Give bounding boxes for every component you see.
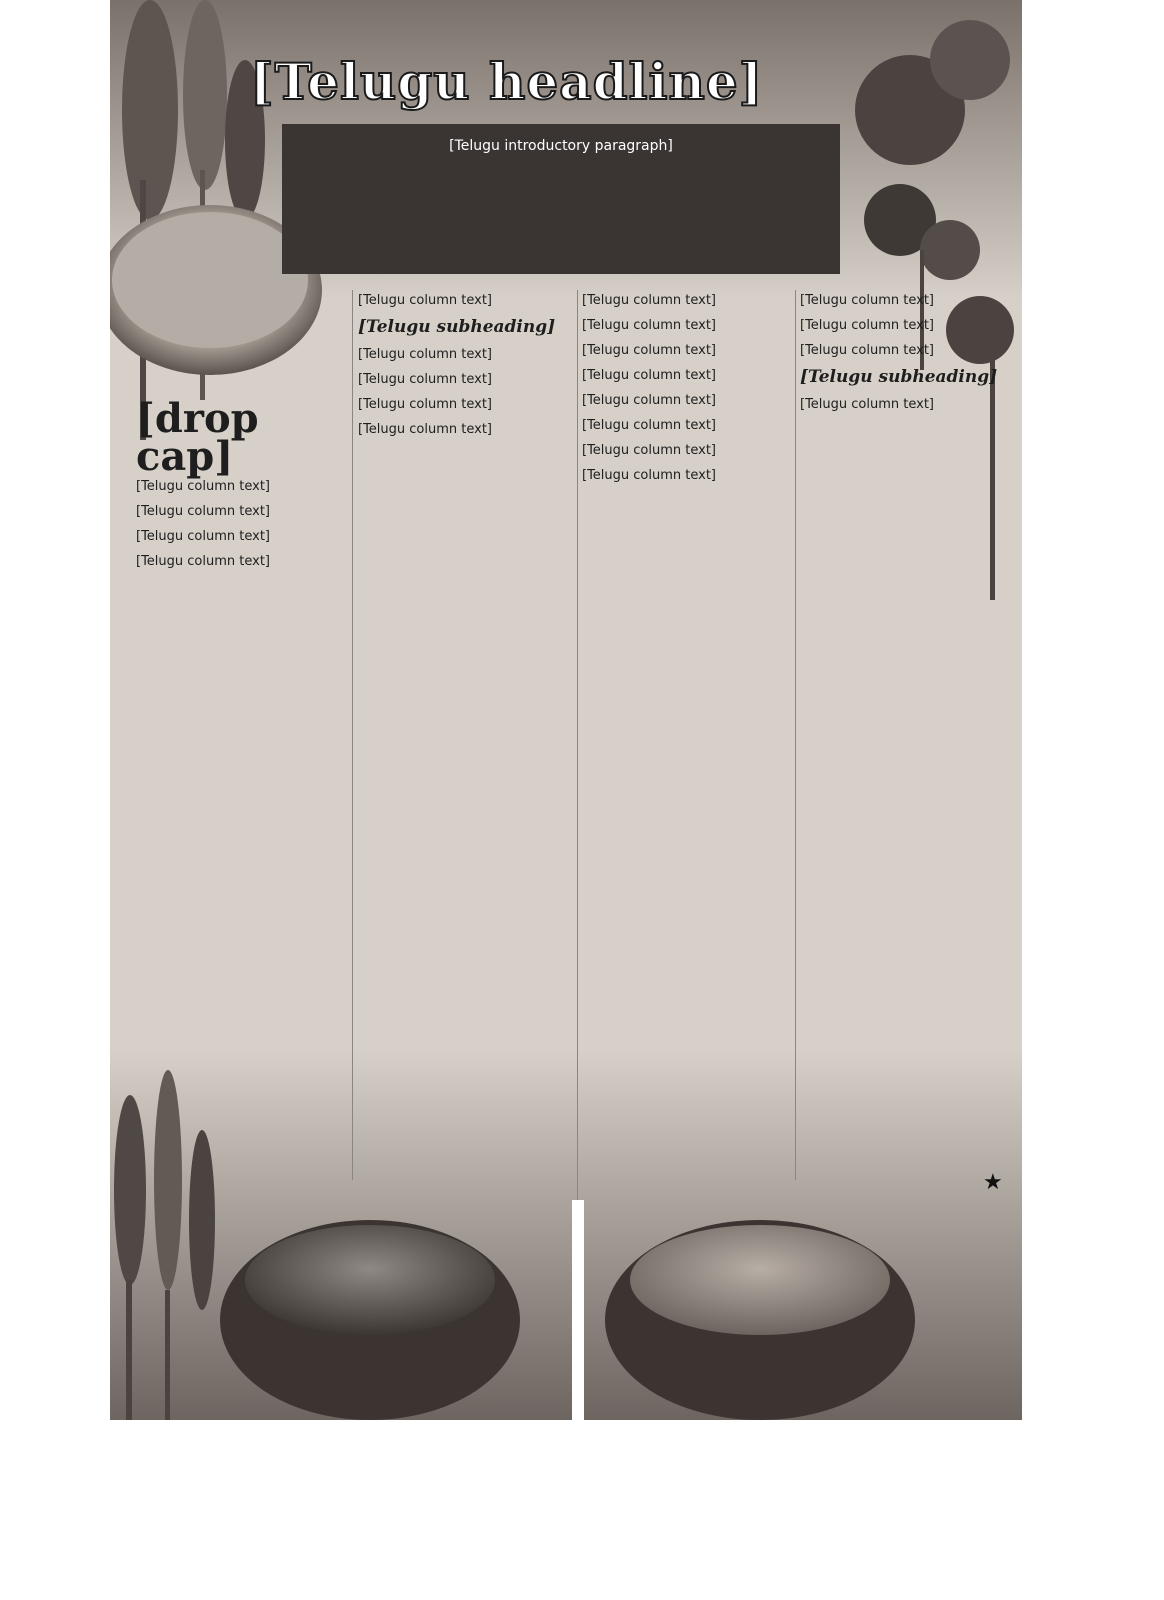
column-rule-1 bbox=[352, 290, 353, 1180]
col2-paragraph-3: [Telugu column text] bbox=[358, 372, 492, 387]
article-column-3 bbox=[582, 290, 792, 1200]
grain-basket-right bbox=[605, 1220, 915, 1420]
grain-basket-left bbox=[220, 1220, 520, 1420]
col2-paragraph-5: [Telugu column text] bbox=[358, 422, 492, 437]
col1-paragraph-3: [Telugu column text] bbox=[136, 529, 270, 544]
col1-paragraph-1: [Telugu column text] bbox=[136, 479, 270, 494]
col1-paragraph-4: [Telugu column text] bbox=[136, 554, 270, 569]
col4-paragraph-4: [Telugu column text] bbox=[800, 397, 934, 412]
col2-paragraph-2: [Telugu column text] bbox=[358, 347, 492, 362]
article-column-1 bbox=[136, 400, 346, 920]
subheading-why-eat: [Telugu subheading] bbox=[358, 317, 556, 337]
col1-paragraph-2: [Telugu column text] bbox=[136, 504, 270, 519]
col2-paragraph-4: [Telugu column text] bbox=[358, 397, 492, 412]
headline: [Telugu headline] bbox=[250, 52, 764, 111]
intro-box: [Telugu introductory paragraph] bbox=[282, 124, 840, 274]
article-column-4 bbox=[800, 290, 1010, 1190]
drop-cap: [drop cap] bbox=[136, 400, 259, 480]
col4-paragraph-1: [Telugu column text] bbox=[800, 293, 934, 308]
end-star-icon: ★ bbox=[983, 1170, 1003, 1195]
column-rule-3 bbox=[795, 290, 796, 1180]
col3-paragraph-7: [Telugu column text] bbox=[582, 443, 716, 458]
col3-paragraph-6: [Telugu column text] bbox=[582, 418, 716, 433]
article-column-2 bbox=[358, 290, 572, 1170]
col3-paragraph-5: [Telugu column text] bbox=[582, 393, 716, 408]
col3-paragraph-3: [Telugu column text] bbox=[582, 343, 716, 358]
column-rule-2 bbox=[577, 290, 578, 1200]
col3-paragraph-2: [Telugu column text] bbox=[582, 318, 716, 333]
col3-paragraph-1: [Telugu column text] bbox=[582, 293, 716, 308]
col2-paragraph-1: [Telugu column text] bbox=[358, 293, 492, 308]
subheading-how-to-eat: [Telugu subheading] bbox=[800, 367, 998, 387]
col3-paragraph-4: [Telugu column text] bbox=[582, 368, 716, 383]
col4-paragraph-2: [Telugu column text] bbox=[800, 318, 934, 333]
col4-paragraph-3: [Telugu column text] bbox=[800, 343, 934, 358]
page-gutter bbox=[572, 1200, 584, 1420]
col3-paragraph-8: [Telugu column text] bbox=[582, 468, 716, 483]
